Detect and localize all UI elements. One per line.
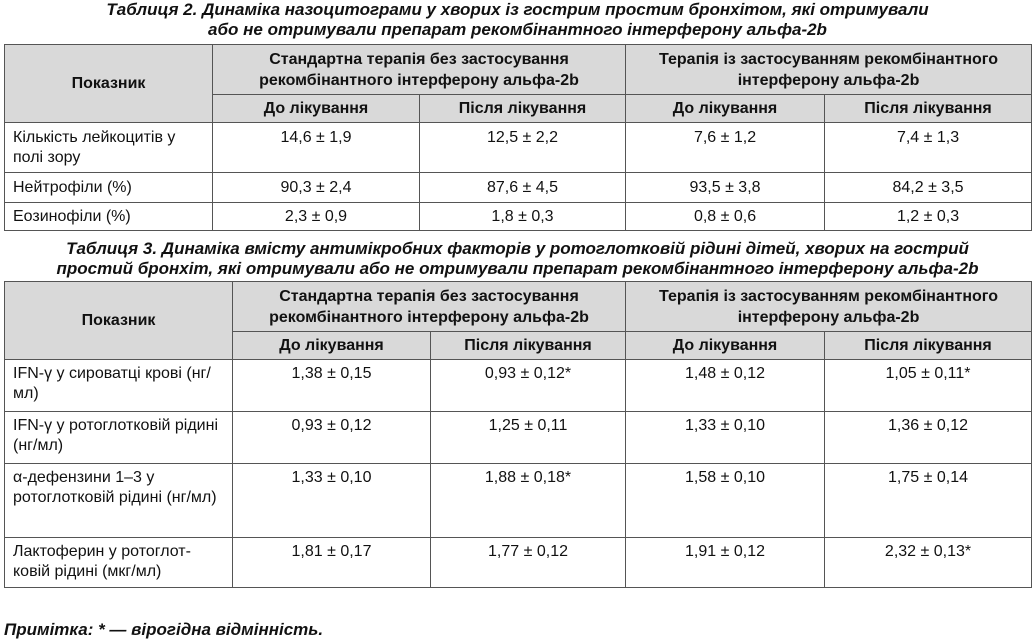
table2-cell: 7,4 ± 1,3 — [825, 123, 1032, 173]
table2-cell: 12,5 ± 2,2 — [420, 123, 626, 173]
table2-caption-line1: Таблиця 2. Динаміка назоцитограми у хворих із гострим простим бронхітом, які отримували — [106, 0, 929, 19]
table3-caption — [0, 239, 1035, 279]
table3-header-before-2: До лікування — [626, 332, 825, 360]
table3-header-before-1: До лікування — [233, 332, 431, 360]
table2-header-before-2: До лікування — [626, 95, 825, 123]
table-row — [5, 360, 1032, 412]
table2-cell: 0,8 ± 0,6 — [626, 203, 825, 231]
table2-row-label: Еозинофіли (%) — [5, 203, 213, 231]
table3-row-label: IFN-γ у ротоглотковій рідині (нг/мл) — [5, 412, 233, 464]
table2-caption — [0, 0, 1035, 40]
table-row — [5, 464, 1032, 538]
table3-header-indicator: Показник — [5, 282, 233, 360]
table3-cell: 1,05 ± 0,11* — [825, 360, 1032, 412]
table3-cell: 1,48 ± 0,12 — [626, 360, 825, 412]
table3-cell: 0,93 ± 0,12* — [431, 360, 626, 412]
table-row — [5, 538, 1032, 588]
table3-cell: 1,81 ± 0,17 — [233, 538, 431, 588]
table3-cell: 1,75 ± 0,14 — [825, 464, 1032, 538]
table2-cell: 87,6 ± 4,5 — [420, 173, 626, 203]
table3-cell: 1,88 ± 0,18* — [431, 464, 626, 538]
table2-cell: 93,5 ± 3,8 — [626, 173, 825, 203]
table3-cell: 1,33 ± 0,10 — [233, 464, 431, 538]
table2 — [4, 44, 1032, 231]
table3-cell: 1,36 ± 0,12 — [825, 412, 1032, 464]
table-row — [5, 412, 1032, 464]
table-row — [5, 123, 1032, 173]
table2-row-label: Нейтрофіли (%) — [5, 173, 213, 203]
table2-header-group1: Стандартна терапія без застосування рекомбінантного інтерферону альфа-2b — [213, 45, 626, 95]
table3-cell: 0,93 ± 0,12 — [233, 412, 431, 464]
table2-cell: 84,2 ± 3,5 — [825, 173, 1032, 203]
table3-caption-line1: Таблиця 3. Динаміка вмісту антимікробних факторів у ротоглотковій рідині дітей, хворих на гострий — [66, 239, 969, 258]
table2-row-label: Кількість лейкоцитів у полі зору — [5, 123, 213, 173]
table3-header-group2: Терапія із застосуванням рекомбінантного інтерферону альфа-2b — [626, 282, 1032, 332]
table2-cell: 1,8 ± 0,3 — [420, 203, 626, 231]
table3-row-label: α-дефензини 1–3 у ротоглотковій рідині (нг/мл) — [5, 464, 233, 538]
table2-header-group2: Терапія із застосуванням рекомбінантного інтерферону альфа-2b — [626, 45, 1032, 95]
table3-cell: 1,33 ± 0,10 — [626, 412, 825, 464]
table2-cell: 1,2 ± 0,3 — [825, 203, 1032, 231]
table3-header-group1: Стандартна терапія без застосування рекомбінантного інтерферону альфа-2b — [233, 282, 626, 332]
table2-caption-line2: або не отримували препарат рекомбінантного інтерферону альфа-2b — [208, 20, 827, 39]
table3-cell: 1,91 ± 0,12 — [626, 538, 825, 588]
table-row — [5, 203, 1032, 231]
table3-cell: 1,77 ± 0,12 — [431, 538, 626, 588]
table2-header-indicator: Показник — [5, 45, 213, 123]
table2-cell: 90,3 ± 2,4 — [213, 173, 420, 203]
footnote: Примітка: * — вірогідна відмінність. — [4, 620, 324, 639]
table3 — [4, 281, 1032, 588]
table3-header-after-2: Після лікування — [825, 332, 1032, 360]
table3-cell: 1,38 ± 0,15 — [233, 360, 431, 412]
table3-row-label: Лактоферин у ротоглот-ковій рідині (мкг/мл) — [5, 538, 233, 588]
table2-cell: 2,3 ± 0,9 — [213, 203, 420, 231]
table2-header-before-1: До лікування — [213, 95, 420, 123]
table3-cell: 1,25 ± 0,11 — [431, 412, 626, 464]
table2-header-after-1: Після лікування — [420, 95, 626, 123]
table3-header-after-1: Після лікування — [431, 332, 626, 360]
table3-cell: 1,58 ± 0,10 — [626, 464, 825, 538]
table3-caption-line2: простий бронхіт, які отримували або не отримували препарат рекомбінантного інтерферону альфа-2b — [56, 259, 979, 278]
table2-cell: 14,6 ± 1,9 — [213, 123, 420, 173]
table3-cell: 2,32 ± 0,13* — [825, 538, 1032, 588]
table2-header-after-2: Після лікування — [825, 95, 1032, 123]
table-row — [5, 173, 1032, 203]
table3-row-label: IFN-γ у сироватці крові (нг/мл) — [5, 360, 233, 412]
table2-cell: 7,6 ± 1,2 — [626, 123, 825, 173]
